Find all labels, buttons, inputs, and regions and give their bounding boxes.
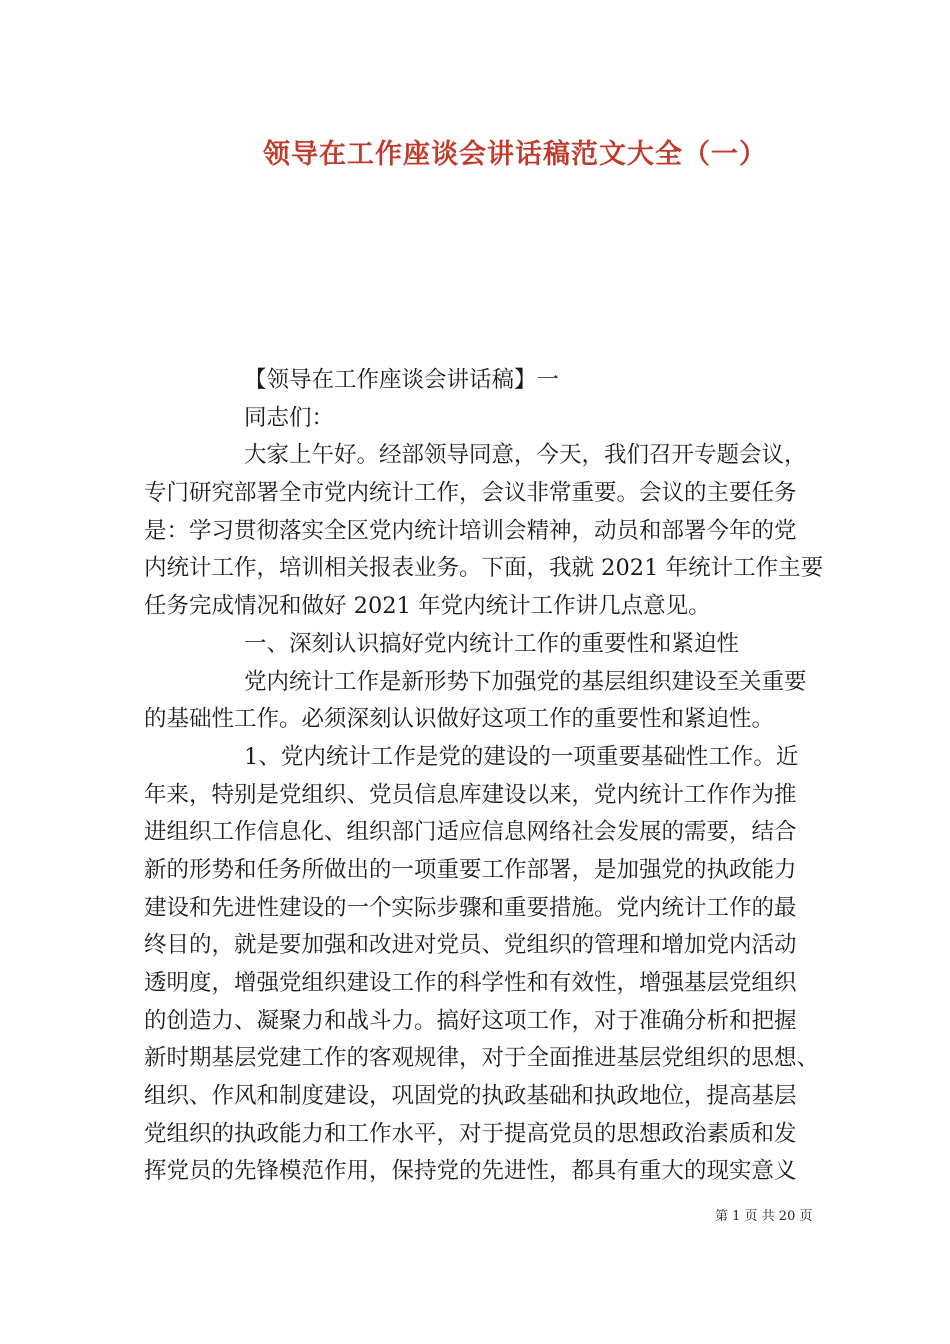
section-heading: 一、深刻认识搞好党内统计工作的重要性和紧迫性 (244, 630, 740, 657)
text-line: 1、党内统计工作是党的建设的一项重要基础性工作。近 (244, 743, 799, 770)
text-line: 任务完成情况和做好 2021 年党内统计工作讲几点意见。 (144, 593, 711, 620)
page-number: 第 1 页 共 20 页 (715, 1209, 813, 1224)
text-line: 专门研究部署全市党内统计工作，会议非常重要。会议的主要任务 (144, 480, 797, 507)
text-line: 终目的，就是要加强和改进对党员、党组织的管理和增加党内活动 (144, 932, 797, 959)
text-line: 的基础性工作。必须深刻认识做好这项工作的重要性和紧迫性。 (144, 706, 775, 733)
text-line: 大家上午好。经部领导同意，今天，我们召开专题会议， (244, 442, 807, 469)
text-line: 新的形势和任务所做出的一项重要工作部署，是加强党的执政能力 (144, 856, 797, 883)
text-line: 同志们： (244, 404, 335, 431)
text-line: 进组织工作信息化、组织部门适应信息网络社会发展的需要，结合 (144, 819, 797, 846)
text-line: 建设和先进性建设的一个实际步骤和重要措施。党内统计工作的最 (144, 894, 797, 921)
text-line: 挥党员的先锋模范作用，保持党的先进性，都具有重大的现实意义 (144, 1158, 797, 1185)
document-body (144, 362, 824, 1191)
text-line: 组织、作风和制度建设，巩固党的执政基础和执政地位，提高基层 (144, 1083, 797, 1110)
text-line: 【领导在工作座谈会讲话稿】一 (244, 367, 560, 393)
document-title: 领导在工作座谈会讲话稿范文大全（一） (263, 139, 767, 170)
text-line: 新时期基层党建工作的客观规律，对于全面推进基层党组织的思想、 (144, 1045, 820, 1072)
text-line: 内统计工作，培训相关报表业务。下面，我就 2021 年统计工作主要 (144, 555, 824, 582)
text-line: 党组织的执政能力和工作水平，对于提高党员的思想政治素质和发 (144, 1120, 797, 1147)
text-line: 年来，特别是党组织、党员信息库建设以来，党内统计工作作为推 (144, 781, 797, 808)
text-line: 是：学习贯彻落实全区党内统计培训会精神，动员和部署今年的党 (144, 517, 797, 544)
text-line: 透明度，增强党组织建设工作的科学性和有效性，增强基层党组织 (144, 970, 797, 996)
text-line: 党内统计工作是新形势下加强党的基层组织建设至关重要 (244, 668, 807, 695)
text-line: 的创造力、凝聚力和战斗力。搞好这项工作，对于准确分析和把握 (144, 1007, 797, 1034)
